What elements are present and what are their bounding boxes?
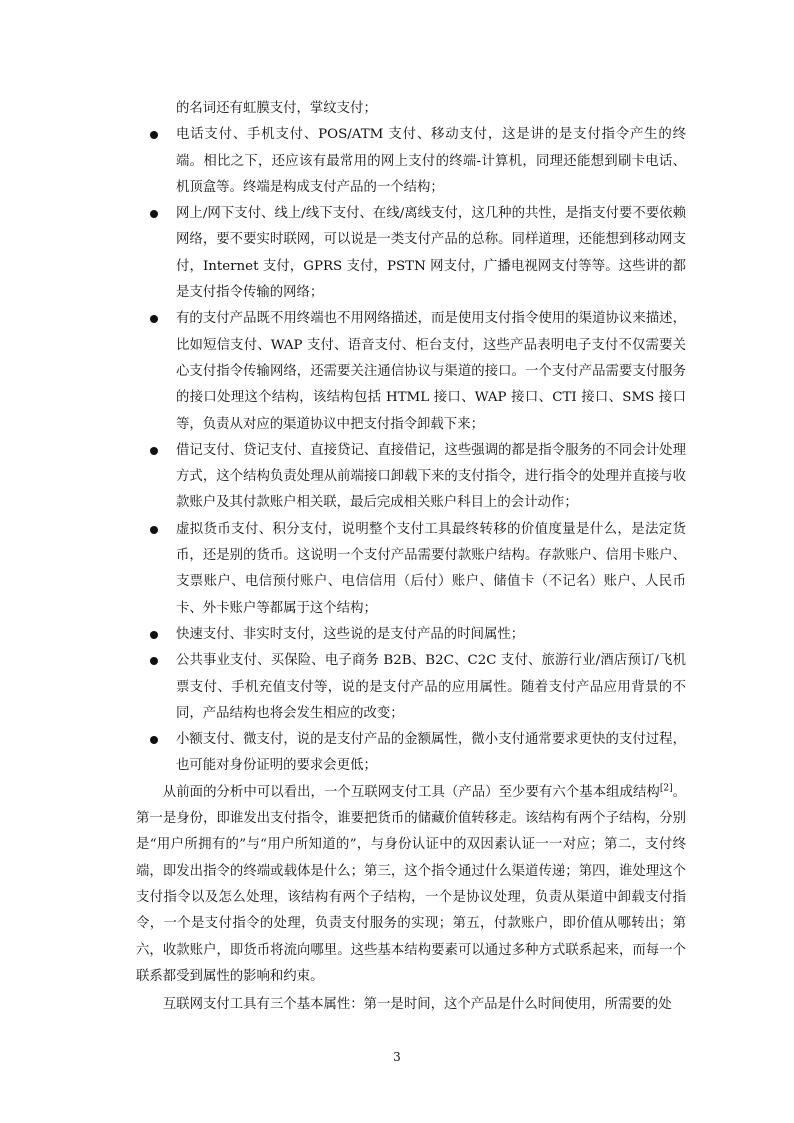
list-item-text: 网上/网下支付、线上/线下支付、在线/离线支付，这几种的共性，是指支付要不要依赖网络，要不要实时联网，可以说是一类支付产品的总称。同样道理，还能想到移动网支付，Internet 支付，GPRS 支付，PSTN 网支付，广播电视网支付等等。这些讲的都是支付指令传输的网络；: [176, 206, 686, 301]
list-item: [136, 727, 686, 780]
list-item: [136, 306, 686, 437]
analysis-paragraph-rest: 。第一是身份，即谁发出支付指令，谁要把货币的储藏价值转移走。该结构有两个子结构，分别是“用户所拥有的”与“用户所知道的”，与身份认证中的双因素认证一一对应；第二，支付终端，即发出指令的终端或载体是什么；第三，这个指令通过什么渠道传递；第四，谁处理这个支付指令以及怎么处理，该结构有两个子结构，一个是协议处理，负责从渠道中卸载支付指令，一个是支付指令的处理，负责支付服务的实现；第五，付款账户，即价值从哪转出；第六，收款账户，即货币将流向哪里。这些基本结构要素可以通过多种方式联系起来，而每一个联系都受到属性的影响和约束。: [136, 784, 687, 984]
list-item-text: 快速支付、非实时支付，这些说的是支付产品的时间属性；: [176, 626, 525, 642]
bullet-icon: [150, 631, 158, 639]
bullet-icon: [150, 736, 158, 744]
bullet-icon: [150, 526, 158, 534]
page-body: [136, 96, 686, 1018]
list-item: [136, 517, 686, 622]
list-item-text: 公共事业支付、买保险、电子商务 B2B、B2C、C2C 支付、旅游行业/酒店预订/飞机票支付、手机充值支付等，说的是支付产品的应用属性。随着支付产品应用背景的不同，产品结构也将会发生相应的改变；: [176, 653, 686, 721]
list-item: [136, 438, 686, 517]
page-number: 3: [393, 1050, 401, 1064]
bullet-icon: [150, 315, 158, 323]
bullet-icon: [150, 657, 158, 665]
continuation-text: 的名词还有虹膜支付，掌纹支付；: [176, 101, 377, 116]
list-item: [136, 122, 686, 201]
list-item: [136, 622, 686, 648]
bullet-icon: [150, 131, 158, 139]
list-item-text: 借记支付、贷记支付、直接贷记、直接借记，这些强调的都是指令服务的不同会计处理方式，这个结构负责处理从前端接口卸载下来的支付指令，进行指令的处理并直接与收款账户及其付款账户相关联，最后完成相关账户科目上的会计动作；: [176, 442, 686, 511]
bullet-icon: [150, 447, 158, 455]
list-item: [136, 648, 686, 727]
bullet-icon: [150, 210, 158, 218]
list-item-text: 有的支付产品既不用终端也不用网络描述，而是使用支付指令使用的渠道协议来描述，比如短信支付、WAP 支付、语音支付、柜台支付，这些产品表明电子支付不仅需要关心支付指令传输网络，还需要关注通信协议与渠道的接口。一个支付产品需要支付服务的接口处理这个结构，该结构包括 HTML 接口、WAP 接口、CTI 接口、SMS 接口等，负责从对应的渠道协议中把支付指令卸载下来；: [176, 311, 686, 432]
analysis-paragraph: [136, 780, 686, 990]
citation-reference[interactable]: [2]: [659, 783, 673, 794]
list-item-text: 小额支付、微支付，说的是支付产品的金额属性，微小支付通常要求更快的支付过程，也可能对身份证明的要求会更低；: [176, 732, 686, 774]
list-item: [136, 201, 686, 306]
attributes-paragraph: 互联网支付工具有三个基本属性：第一是时间，这个产品是什么时间使用，所需要的处: [162, 997, 672, 1013]
list-item-text: 虚拟货币支付、积分支付，说明整个支付工具最终转移的价值度量是什么，是法定货币，还是别的货币。这说明一个支付产品需要付款账户结构。存款账户、信用卡账户、支票账户、电信预付账户、电信信用（后付）账户、储值卡（不记名）账户、人民币卡、外卡账户等都属于这个结构；: [176, 521, 686, 616]
analysis-paragraph-start: 从前面的分析中可以看出，一个互联网支付工具（产品）至少要有六个基本组成结构: [162, 784, 660, 800]
list-item-text: 电话支付、手机支付、POS/ATM 支付、移动支付，这是讲的是支付指令产生的终端。相比之下，还应该有最常用的网上支付的终端-计算机，同理还能想到刷卡电话、机顶盒等。终端是构成支付产品的一个结构；: [176, 127, 686, 195]
bullet-list: [136, 122, 686, 779]
